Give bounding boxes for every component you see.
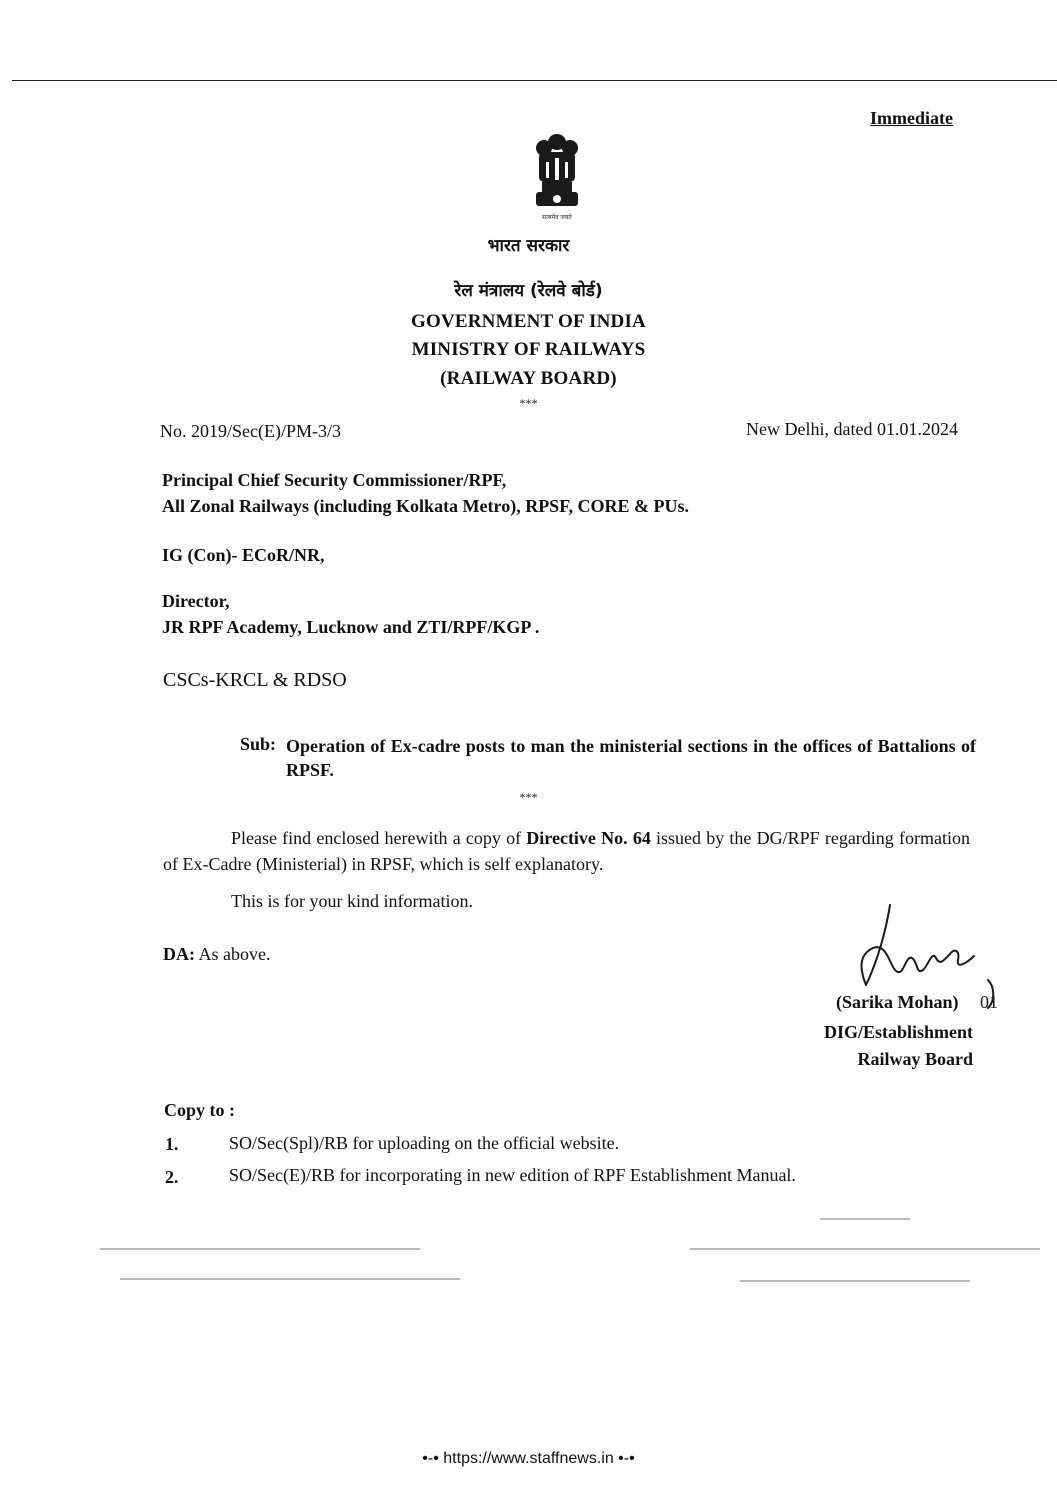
enclosure-label: DA: [163, 944, 195, 964]
scan-bleed-through [0, 1200, 1057, 1340]
hindi-ministry-line: रेल मंत्रालय (रेलवे बोर्ड) [454, 281, 603, 301]
body-paragraph [163, 825, 970, 877]
place-date: New Delhi, dated 01.01.2024 [746, 419, 958, 439]
directive-reference: Directive No. 64 [526, 828, 651, 848]
signatory-designation: DIG/Establishment [823, 1022, 973, 1042]
hindi-government-line: भारत सरकार [487, 236, 570, 256]
signatory-organisation: Railway Board [857, 1049, 973, 1069]
copy-item-number: 2. [165, 1167, 179, 1187]
addressee-4: CSCs-KRCL & RDSO [163, 669, 347, 691]
svg-text:सत्यमेव जयते: सत्यमेव जयते [542, 214, 572, 221]
org-government: GOVERNMENT OF INDIA [411, 311, 646, 332]
national-emblem-icon [526, 126, 588, 226]
addressee-2: IG (Con)- ECoR/NR, [162, 545, 325, 565]
enclosure-line [163, 944, 271, 965]
signatory-name: (Sarika Mohan) [836, 992, 959, 1012]
org-board: (RAILWAY BOARD) [440, 368, 617, 389]
org-ministry: MINISTRY OF RAILWAYS [411, 339, 646, 360]
addressee-1-line2: All Zonal Railways (including Kolkata Metro), RPSF, CORE & PUs. [162, 496, 690, 516]
copy-item-number: 1. [165, 1134, 179, 1154]
footer-url: •-• https://www.staffnews.in •-• [422, 1450, 635, 1467]
addressee-3-line1: Director, [162, 591, 230, 611]
priority-label: Immediate [870, 108, 953, 128]
reference-number: No. 2019/Sec(E)/PM-3/3 [160, 421, 341, 441]
copy-item-text: SO/Sec(Spl)/RB for uploading on the official website. [229, 1133, 620, 1153]
subject-separator: *** [519, 790, 538, 804]
subject-label: Sub: [240, 734, 277, 754]
enclosure-text: As above. [198, 944, 271, 964]
info-line: This is for your kind information. [231, 891, 473, 911]
addressee-1-line1: Principal Chief Security Commissioner/RPF, [162, 470, 507, 490]
top-rule [12, 80, 1057, 81]
body-text-before: Please find enclosed herewith a copy of [231, 828, 527, 848]
addressee-3-line2: JR RPF Academy, Lucknow and ZTI/RPF/KGP . [162, 617, 540, 637]
header-separator: *** [519, 396, 538, 410]
copy-to-heading: Copy to : [164, 1100, 236, 1120]
addressee-3 [162, 588, 539, 640]
subject-text: Operation of Ex-cadre posts to man the ministerial sections in the offices of Battalions of RPSF. [286, 736, 976, 780]
copy-item-text: SO/Sec(E)/RB for incorporating in new edition of RPF Establishment Manual. [229, 1165, 796, 1185]
body-text-after: issued by the DG/RPF regarding formation of Ex-Cadre (Ministerial) in RPSF, which is self explanatory. [163, 828, 970, 874]
addressee-1 [162, 467, 689, 519]
svg-text:01: 01 [980, 992, 998, 1012]
